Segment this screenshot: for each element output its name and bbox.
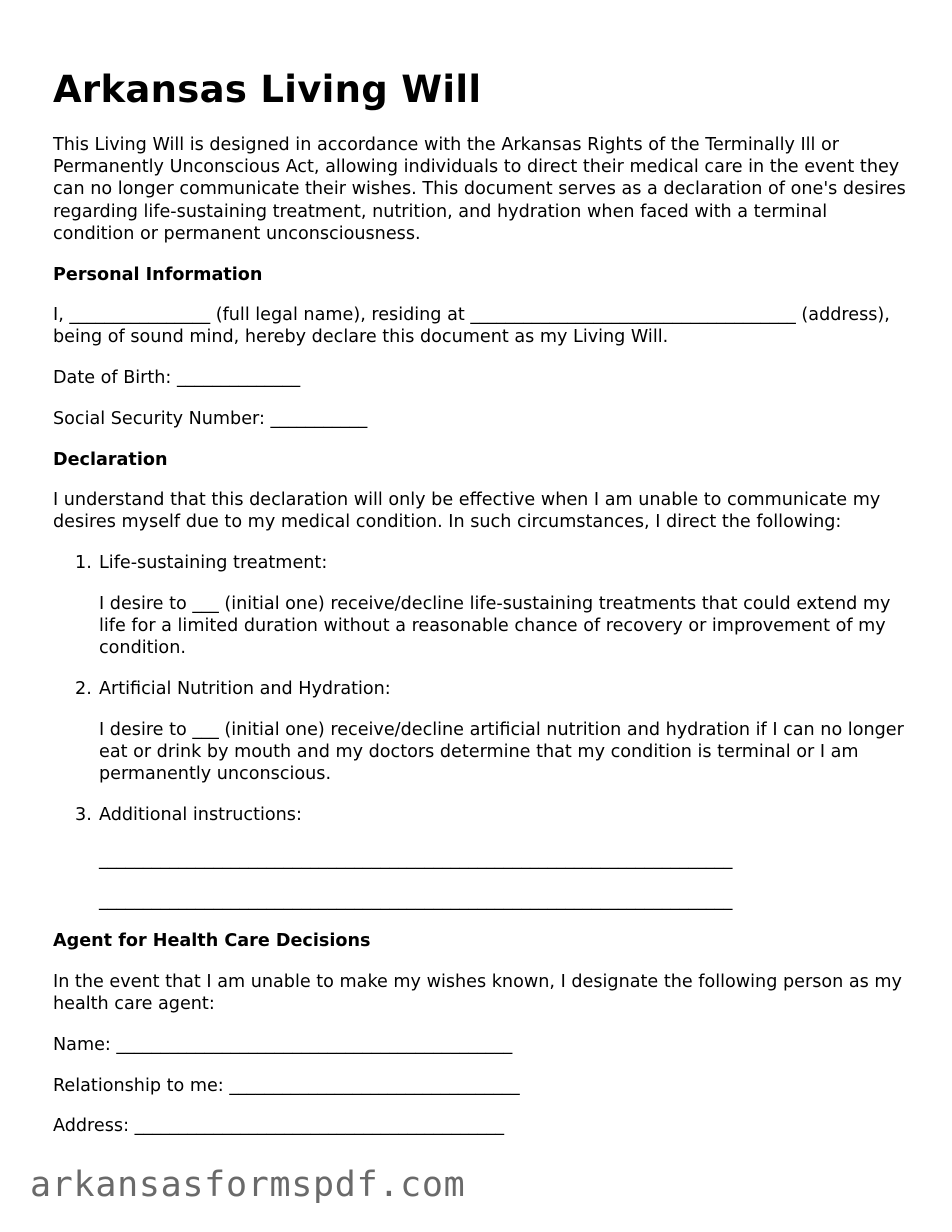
personal-information-heading: Personal Information — [53, 264, 263, 285]
instructions-blank-line: ________________________________________________________________________ — [99, 890, 733, 911]
declaration-heading: Declaration — [53, 449, 168, 470]
directive-text: I desire to ___ (initial one) receive/decline artificial nutrition and hydration if I can no longer eat or drink by mouth and my doctors determine that my condition is terminal or I am permanently unconscious. — [99, 719, 904, 785]
instructions-blank-line: ________________________________________________________________________ — [99, 849, 733, 870]
intro-paragraph: This Living Will is designed in accordance with the Arkansas Rights of the Terminally Ill or Permanently Unconscious Act, allowing individuals to direct their medical care in the event they can no longer communicate their wishes. This document serves as a declaration of one's desires regarding life-sustaining treatment, nutrition, and hydration when faced with a terminal condition or permanent unconsciousness. — [53, 135, 906, 244]
agent-relationship-field: Relationship to me: _________________________________ — [53, 1075, 520, 1096]
document-page — [53, 66, 913, 1156]
directive-number: 1. — [75, 553, 92, 574]
directive-title: Life-sustaining treatment: — [99, 553, 328, 574]
declaration-text: I understand that this declaration will only be effective when I am unable to communicate my desires myself due to my medical condition. In such circumstances, I direct the following: — [53, 490, 881, 533]
directive-title: Artificial Nutrition and Hydration: — [99, 678, 391, 699]
directive-number: 3. — [75, 804, 92, 825]
directive-item — [75, 552, 913, 659]
ssn-field: Social Security Number: ___________ — [53, 408, 368, 429]
date-of-birth-field: Date of Birth: ______________ — [53, 368, 301, 389]
agent-address-field: Address: __________________________________________ — [53, 1116, 505, 1137]
directive-item — [75, 678, 913, 785]
directive-number: 2. — [75, 678, 92, 699]
directive-text: I desire to ___ (initial one) receive/decline life-sustaining treatments that could extend my life for a limited duration without a reasonable chance of recovery or improvement of my condition. — [99, 593, 891, 659]
agent-text: In the event that I am unable to make my wishes known, I designate the following person as my health care agent: — [53, 972, 902, 1015]
directive-title: Additional instructions: — [99, 804, 302, 825]
agent-name-field: Name: _____________________________________________ — [53, 1034, 513, 1055]
site-watermark: arkansasformspdf.com — [30, 1165, 466, 1205]
directives-list — [53, 552, 913, 912]
document-title: Arkansas Living Will — [53, 68, 482, 111]
agent-heading: Agent for Health Care Decisions — [53, 931, 371, 952]
directive-item — [75, 804, 913, 912]
personal-statement: I, ________________ (full legal name), residing at _____________________________________ (address), being of sound mind, hereby declare this document as my Living Will. — [53, 305, 890, 348]
